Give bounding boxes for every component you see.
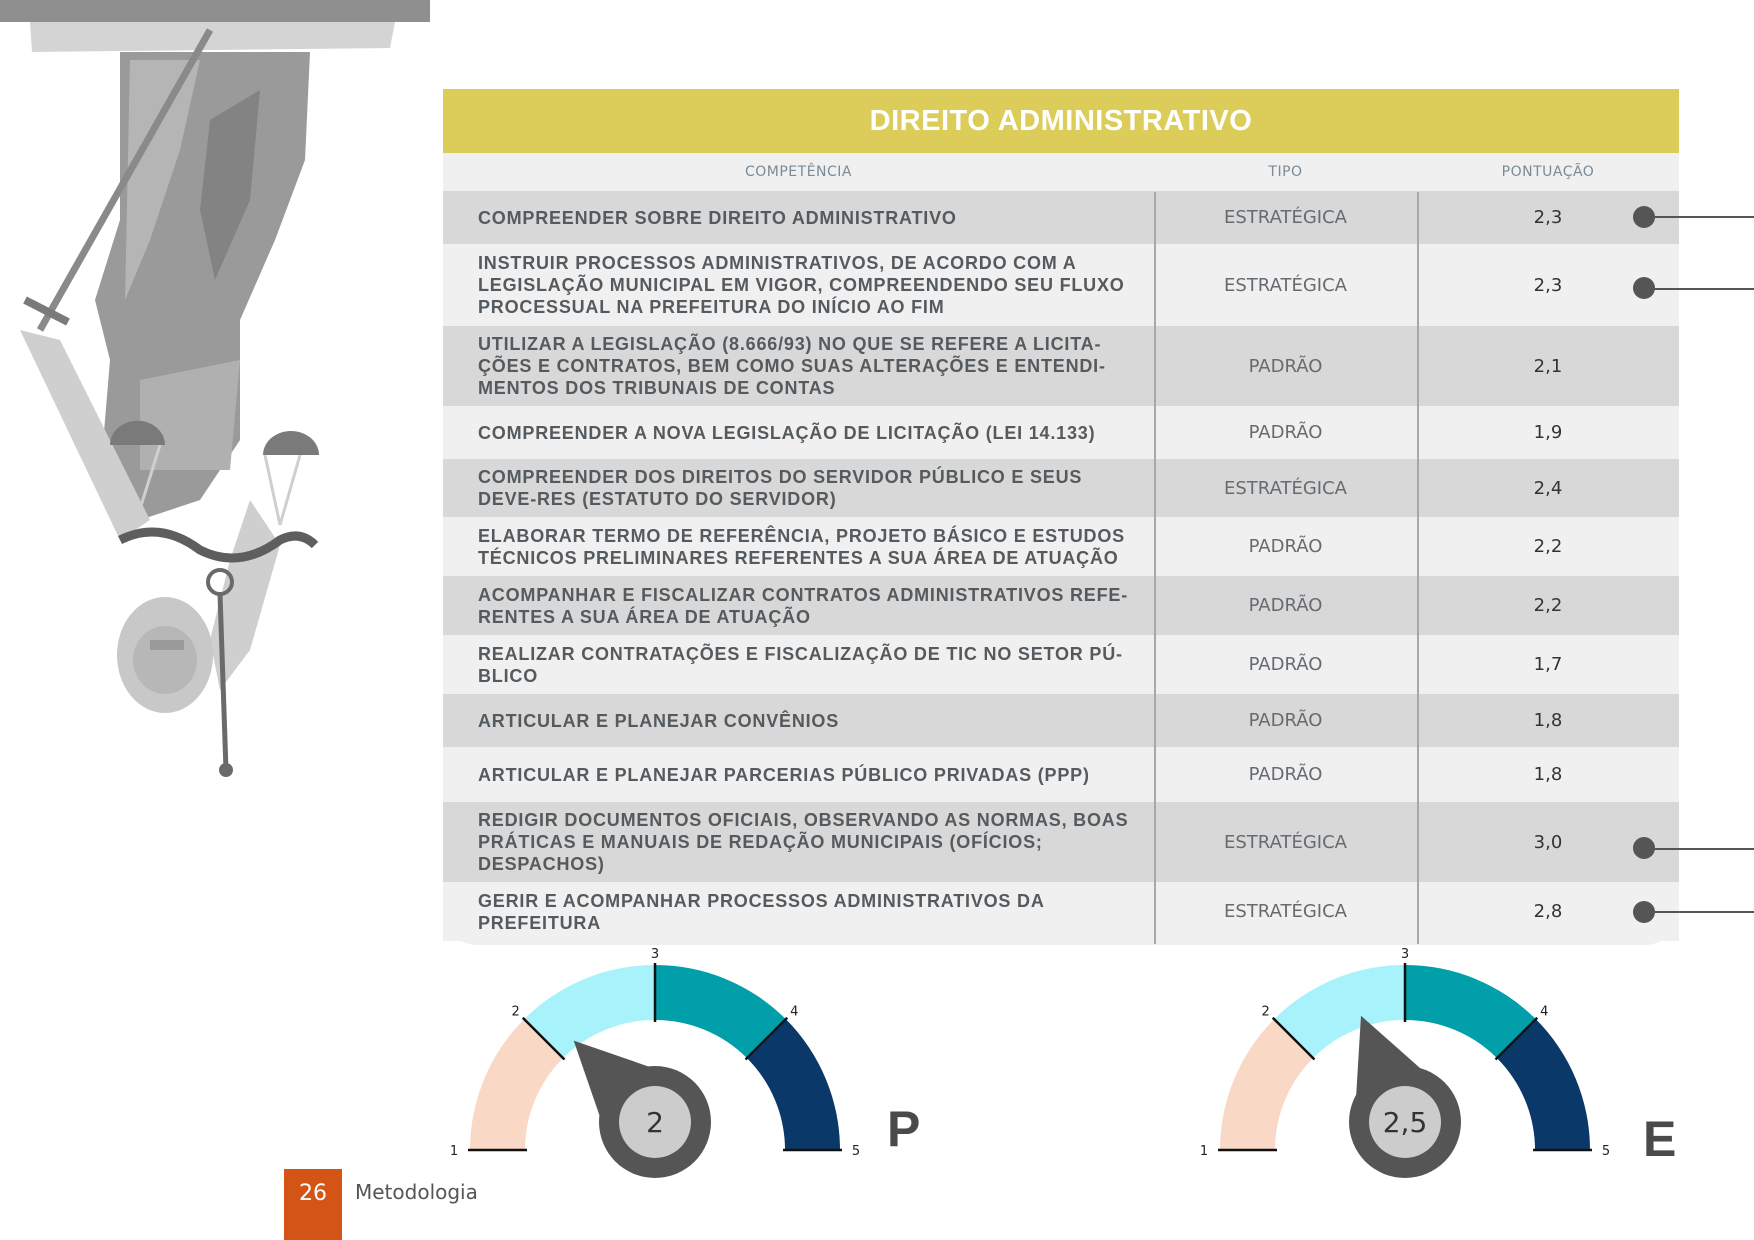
- cell-pontuacao: 2,2: [1533, 536, 1563, 557]
- cell-tipo: PADRÃO: [1248, 654, 1323, 675]
- cell-tipo: PADRÃO: [1248, 536, 1323, 557]
- gauge-padrao: [449, 947, 865, 1195]
- table-row: [443, 747, 1679, 802]
- cell-tipo: PADRÃO: [1248, 595, 1323, 616]
- cell-tipo: ESTRATÉGICA: [1224, 831, 1347, 853]
- table-row: [443, 635, 1679, 694]
- cell-competencia: ARTICULAR E PLANEJAR CONVÊNIOS: [478, 710, 840, 731]
- gauge-tick-label: 5: [1601, 1144, 1611, 1159]
- cell-competencia: COMPREENDER DOS DIREITOS DO SERVIDOR PÚBLICO E SEUS DEVE-RES (ESTATUTO DO SERVIDOR): [478, 467, 1083, 509]
- cell-tipo: ESTRATÉGICA: [1224, 477, 1347, 499]
- gauge-tick-label: 3: [650, 947, 660, 962]
- cell-competencia: REALIZAR CONTRATAÇÕES E FISCALIZAÇÃO DE TIC NO SETOR PÚ-BLICO: [478, 643, 1123, 686]
- header-tipo: TIPO: [1268, 164, 1303, 180]
- cell-tipo: ESTRATÉGICA: [1224, 901, 1347, 922]
- marker-line: [1644, 216, 1754, 218]
- header-pontuacao: PONTUAÇÃO: [1501, 164, 1595, 180]
- gauge-tick-label: 1: [1199, 1144, 1209, 1159]
- gauge-tick-label: 5: [851, 1144, 861, 1159]
- cell-tipo: PADRÃO: [1248, 422, 1323, 443]
- cell-competencia: COMPREENDER SOBRE DIREITO ADMINISTRATIVO: [478, 207, 957, 228]
- cell-pontuacao: 1,7: [1533, 654, 1563, 675]
- gauge-tick-label: 4: [1540, 1004, 1549, 1020]
- marker-line: [1644, 911, 1754, 913]
- gauge-value-label: 2,5: [1382, 1106, 1428, 1139]
- cell-pontuacao: 3,0: [1533, 831, 1563, 853]
- cell-pontuacao: 1,9: [1533, 422, 1563, 443]
- table-row: [443, 517, 1679, 576]
- cell-pontuacao: 2,4: [1533, 477, 1563, 499]
- cell-competencia: GERIR E ACOMPANHAR PROCESSOS ADMINISTRATIVOS DA PREFEITURA: [478, 890, 1044, 933]
- gauge-tick-label: 4: [790, 1004, 799, 1020]
- cell-pontuacao: 1,8: [1533, 710, 1563, 731]
- cell-tipo: PADRÃO: [1248, 355, 1323, 377]
- gauge-letter-e: E: [1643, 1111, 1677, 1167]
- cell-competencia: INSTRUIR PROCESSOS ADMINISTRATIVOS, DE ACORDO COM A LEGISLAÇÃO MUNICIPAL EM VIGOR, COMPREENDENDO SEU FLUXO PROCESSUAL NA PREFEITURA DO INÍCIO AO FIM: [478, 253, 1125, 317]
- gauge-estrategica: [1199, 947, 1615, 1195]
- table-row: [443, 244, 1679, 326]
- table-row: [443, 406, 1679, 459]
- figure-illustration: [0, 0, 440, 800]
- marker-line: [1644, 848, 1754, 850]
- cell-tipo: ESTRATÉGICA: [1224, 207, 1347, 228]
- cell-tipo: PADRÃO: [1248, 764, 1323, 785]
- cell-competencia: UTILIZAR A LEGISLAÇÃO (8.666/93) NO QUE SE REFERE A LICITA-ÇÕES E CONTRATOS, BEM COMO SUAS ALTERAÇÕES E ENTENDI-MENTOS DOS TRIBUNAIS DE CONTAS: [478, 334, 1106, 398]
- table-row: [443, 882, 1679, 941]
- table-header-row: [443, 153, 1679, 191]
- cell-competencia: COMPREENDER A NOVA LEGISLAÇÃO DE LICITAÇÃO (LEI 14.133): [478, 422, 1096, 443]
- cell-competencia: REDIGIR DOCUMENTOS OFICIAIS, OBSERVANDO AS NORMAS, BOAS PRÁTICAS E MANUAIS DE REDAÇÃO MUNICIPAIS (OFÍCIOS; DESPACHOS): [478, 810, 1129, 874]
- table-row: [443, 459, 1679, 517]
- table-row: [443, 694, 1679, 747]
- cell-competencia: ARTICULAR E PLANEJAR PARCERIAS PÚBLICO PRIVADAS (PPP): [478, 764, 1090, 785]
- table-title: DIREITO ADMINISTRATIVO: [443, 89, 1679, 153]
- gauge-tick-label: 2: [1261, 1004, 1270, 1020]
- table-row: [443, 191, 1679, 244]
- cell-competencia: ELABORAR TERMO DE REFERÊNCIA, PROJETO BÁSICO E ESTUDOS TÉCNICOS PRELIMINARES REFERENTES A SUA ÁREA DE ATUAÇÃO: [478, 525, 1125, 568]
- column-divider: [1417, 192, 1419, 944]
- gauge-tick-label: 2: [511, 1004, 520, 1020]
- gauge-tick-label: 1: [449, 1144, 459, 1159]
- cell-pontuacao: 2,2: [1533, 595, 1563, 616]
- gauge-value-label: 2: [646, 1106, 664, 1139]
- cell-pontuacao: 1,8: [1533, 764, 1563, 785]
- table-row: [443, 576, 1679, 635]
- header-competencia: COMPETÊNCIA: [744, 164, 852, 180]
- marker-line: [1644, 288, 1754, 290]
- cell-pontuacao: 2,3: [1533, 274, 1563, 296]
- column-divider: [1154, 192, 1156, 944]
- gauge-tick-label: 3: [1400, 947, 1410, 962]
- cell-tipo: PADRÃO: [1248, 710, 1323, 731]
- cell-competencia: ACOMPANHAR E FISCALIZAR CONTRATOS ADMINISTRATIVOS REFE-RENTES A SUA ÁREA DE ATUAÇÃO: [478, 584, 1128, 627]
- section-label: Metodologia: [355, 1180, 478, 1204]
- page-number: 26: [284, 1169, 342, 1240]
- cell-pontuacao: 2,8: [1533, 901, 1563, 922]
- table-row: [443, 802, 1679, 882]
- gauge-letter-p: P: [887, 1101, 921, 1157]
- table-body: [443, 191, 1679, 941]
- table-row: [443, 326, 1679, 406]
- cell-tipo: ESTRATÉGICA: [1224, 274, 1347, 296]
- competency-table-card: [443, 89, 1679, 945]
- cell-pontuacao: 2,3: [1533, 207, 1563, 228]
- cell-pontuacao: 2,1: [1533, 355, 1563, 377]
